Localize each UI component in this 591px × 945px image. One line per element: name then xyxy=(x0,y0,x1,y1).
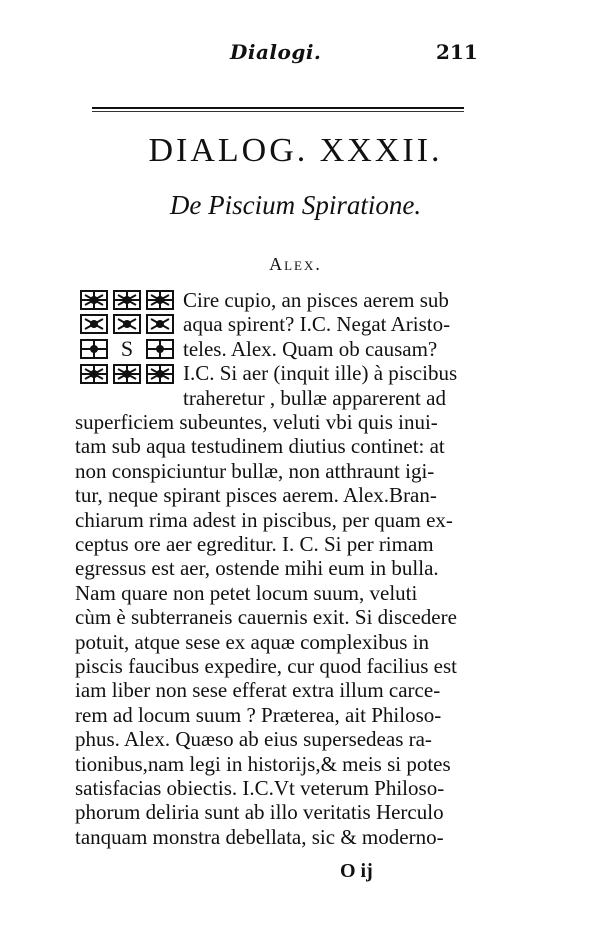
text-line: aqua spirent? I.C. Negat Aristo- xyxy=(183,312,451,337)
chapter-subtitle: De Piscium Spiratione. xyxy=(169,190,422,220)
header-rule xyxy=(92,107,464,109)
text-line: piscis faucibus expedire, cur quod facilius est xyxy=(75,654,457,678)
text-line: chiarum rima adest in piscibus, per quam ex- xyxy=(75,507,453,532)
text-line: tionibus,nam legi in historijs,& meis si potes xyxy=(75,751,451,776)
text-line: phorum deliria sunt ab illo veritatis Herculo xyxy=(75,800,444,825)
text-line: superficiem subeuntes, veluti vbi quis inui- xyxy=(75,410,438,434)
text-line: teles. Alex. Quam ob causam? xyxy=(183,336,438,361)
ornament-icon xyxy=(77,362,110,386)
ornament-icon xyxy=(144,362,177,386)
ornament-icon xyxy=(110,362,143,386)
ornament-icon xyxy=(77,288,110,312)
text-line: I.C. Si aer (inquit ille) à piscibus xyxy=(183,361,458,386)
ornament-icon xyxy=(110,288,143,312)
decorated-initial xyxy=(77,288,177,386)
ornament-icon xyxy=(144,336,177,362)
ornament-icon xyxy=(144,288,177,312)
text-line: Cire cupio, an pisces aerem sub xyxy=(183,288,449,312)
text-line: tanquam monstra debellata, sic & moderno- xyxy=(75,824,444,849)
ornament-icon xyxy=(77,312,110,336)
ornament-icon xyxy=(77,336,110,362)
ornament-icon xyxy=(110,312,143,336)
text-line: rem ad locum suum ? Præterea, ait Philoso- xyxy=(75,702,442,727)
drop-cap-letter: S xyxy=(120,336,134,361)
running-head: Dialogi. xyxy=(230,40,322,64)
page-number: 211 xyxy=(436,40,478,64)
text-line: satisfacias obiectis. I.C.Vt veterum Philoso- xyxy=(75,776,445,800)
ornament-icon xyxy=(144,312,177,336)
text-line: phus. Alex. Quæso ab eius supersedeas ra- xyxy=(75,727,432,752)
chapter-title: DIALOG. XXXII. xyxy=(148,132,443,169)
text-line: non conspiciuntur bullæ, non atthraunt igi- xyxy=(75,458,435,483)
text-line: egressus est aer, ostende mihi eum in bulla. xyxy=(75,556,439,581)
speaker-heading: Alex. xyxy=(269,254,322,274)
text-line: tam sub aqua testudinem diutius continet: at xyxy=(75,434,445,459)
text-line: ceptus ore aer egreditur. I. C. Si per rimam xyxy=(75,532,434,556)
text-line: traheretur , bullæ apparerent ad xyxy=(183,385,446,410)
text-line: tur, neque spirant pisces aerem. Alex.Bran- xyxy=(75,483,437,508)
text-line: iam liber non sese efferat extra illum carce- xyxy=(75,678,441,703)
text-line: Nam quare non petet locum suum, veluti xyxy=(75,580,418,605)
text-line: potuit, atque sese ex aquæ complexibus in xyxy=(75,629,430,654)
header-rule-thin xyxy=(92,111,464,112)
text-line: cùm è subterraneis cauernis exit. Si discedere xyxy=(75,605,457,630)
catchword: O ij xyxy=(340,860,373,882)
